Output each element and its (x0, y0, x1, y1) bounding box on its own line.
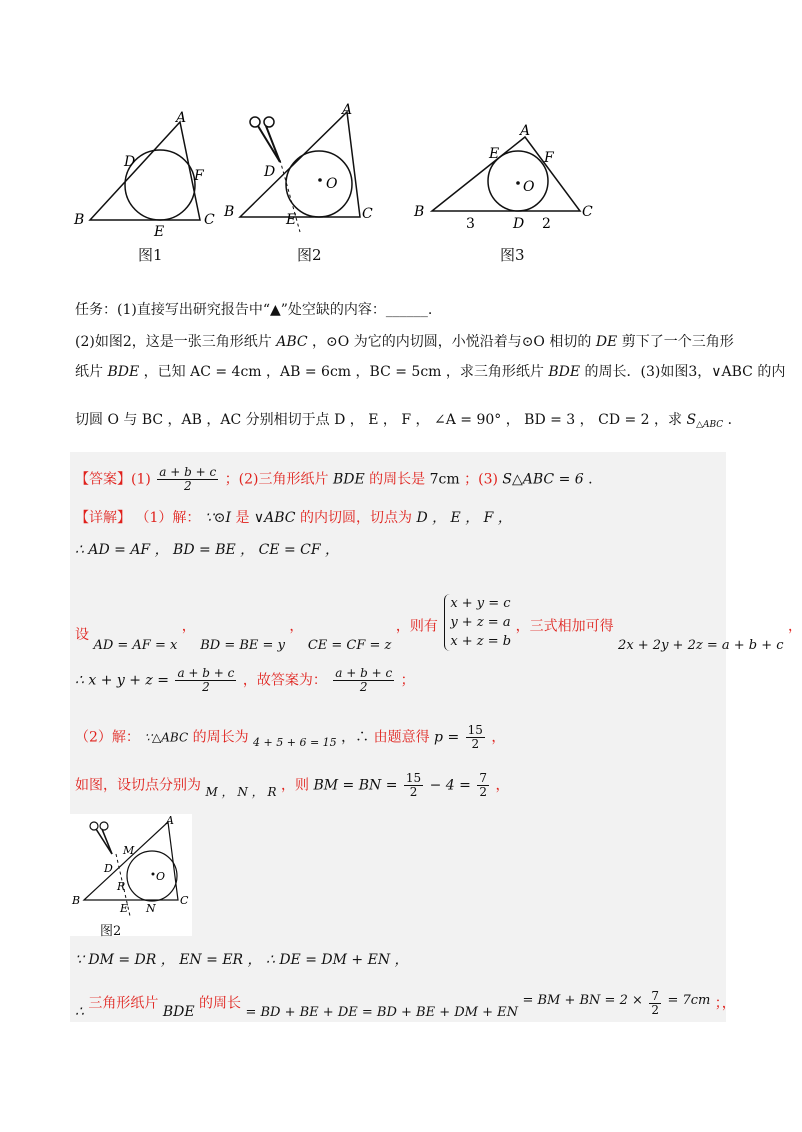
detail-5g: p = (434, 729, 460, 746)
detail-8c: BDE (162, 1003, 195, 1020)
detail-line-3 (75, 598, 802, 655)
detail-tag: 【详解】 (75, 510, 131, 526)
answer-part-2: ；(2)三角形纸片 (224, 471, 329, 488)
fig3-label-C: C (582, 204, 593, 220)
task-line-4-text: 切圆 O 与 BC ，AB ，AC 分别相切于点 D ， E ， F ， ∠A = 90° ， BD = 3 ， CD = 2 ，求 (75, 412, 683, 428)
detail-8f: = BM + BN = 2 × (522, 992, 643, 1008)
detail-1c: 是 (235, 510, 250, 526)
task-line-3e: 的周长．(3)如图3，∨ABC 的内 (584, 364, 786, 380)
detail-6f: ， (495, 777, 510, 794)
detail-3i: 2x + 2y + 2z = a + b + c (618, 637, 784, 653)
detail-3d: BD = BE = y (200, 637, 285, 653)
detail-5h: ， (491, 729, 506, 746)
detail-5b: ∵△ABC (144, 730, 189, 745)
fig4-caption: 图2 (100, 924, 122, 939)
detail-5-frac: $\frac{15}{2}$ (467, 723, 483, 751)
detail-6d: BM = BN = (313, 777, 398, 794)
detail-3f: CE = CF = z (307, 637, 392, 653)
detail-4-frac: $\frac{a + b + c}{2}$ (177, 666, 235, 694)
task-line-2e: 剪下了一个三角形 (621, 334, 734, 350)
task-line-2 (75, 332, 734, 352)
task-line-3c: ，已知 AC = 4cm ，AB = 6cm ，BC = 5cm ，求三角形纸片 (143, 364, 544, 380)
fig4-label-A: A (166, 814, 174, 827)
fig3-label-O: O (523, 179, 535, 195)
detail-8a: ∴ (75, 1003, 84, 1020)
fig2-label-A: A (342, 102, 353, 118)
detail-5e: ，∴ (341, 729, 370, 746)
answer-area: S△ABC = 6 (502, 471, 584, 488)
task-bde-2: BDE (548, 364, 581, 380)
task-line-4 (75, 410, 742, 435)
scissors-icon (90, 822, 112, 854)
detail-8b: 三角形纸片 (88, 995, 159, 1012)
detail-line-7: ∵ DM = DR ， EN = ER ， ∴ DE = DM + EN ， (75, 952, 409, 968)
figure-2 (222, 100, 382, 240)
task-abc: ABC (276, 334, 308, 350)
detail-line-1 (75, 508, 512, 528)
detail-3a: 设 (75, 626, 89, 643)
detail-6e: − 4 = (429, 777, 471, 794)
scissors-icon (250, 117, 280, 162)
answer-bde: BDE (332, 471, 365, 488)
detail-3e: ， (289, 618, 304, 635)
detail-5d: 4 + 5 + 6 = 15 (253, 735, 337, 749)
fig1-label-E: E (154, 224, 165, 240)
answer-perimeter-value: 7cm (429, 471, 460, 488)
detail-3g: ，则有 (395, 618, 438, 635)
task-area-symbol: $S_{\triangle ABC}$ (686, 412, 724, 430)
detail-5a: （2）解： (75, 729, 140, 746)
fig1-label-A: A (176, 110, 187, 126)
fig2-caption: 图2 (297, 246, 322, 264)
task-line-3 (75, 362, 785, 382)
detail-8e: = BD + BE + DE = BD + BE + DM + EN (245, 1004, 518, 1020)
equation-3: x + z = b (450, 634, 512, 649)
detail-6-frac-2: $\frac{7}{2}$ (479, 771, 487, 799)
fig2-label-C: C (362, 206, 373, 222)
detail-4b: ，故答案为： (242, 672, 327, 689)
detail-line-5 (75, 724, 505, 751)
fig3-label-B: B (414, 204, 425, 220)
fig4-label-D: D (104, 862, 113, 875)
fig4-label-B: B (72, 894, 81, 907)
task-de: DE (595, 334, 618, 350)
answer-end: . (588, 471, 593, 488)
detail-line-8 (75, 989, 736, 1020)
task-line-2c: ，⊙O 为它的内切圆，小悦沿着与⊙O 相切的 (312, 334, 592, 350)
fig3-label-2: 2 (542, 216, 551, 232)
fig3-label-A: A (520, 123, 531, 139)
detail-3c: ， (181, 618, 196, 635)
answer-perimeter-text: 的周长是 (369, 471, 426, 488)
detail-3b: AD = AF = x (93, 637, 178, 653)
fig3-label-3: 3 (466, 216, 475, 232)
task-line-4-end: ． (727, 412, 742, 428)
task-bde-1: BDE (107, 364, 140, 380)
fig2-label-O: O (326, 176, 338, 192)
detail-8-frac: $\frac{7}{2}$ (651, 989, 659, 1017)
fig4-label-N: N (146, 902, 156, 915)
answer-line: 【答案】(1) $\frac{a + b + c}{2}$ ；(2)三角形纸片 BDE 的周长是 7cm ；(3) S△ABC = 6 . (75, 465, 593, 493)
detail-6c: ，则 (281, 777, 309, 794)
detail-3h: ，三式相加可得 (515, 618, 614, 635)
fig4-label-O: O (156, 870, 166, 883)
fig3-caption: 图3 (500, 246, 525, 264)
answer-part-3: ；(3) (464, 471, 498, 488)
detail-1f: D ， E ， F ， (416, 510, 512, 526)
fig2-label-D: D (264, 164, 276, 180)
fig4-label-C: C (180, 894, 189, 907)
fig3-label-F: F (544, 150, 554, 166)
fig1-label-B: B (74, 212, 85, 228)
equation-2: y + z = a (450, 615, 511, 630)
detail-6a: 如图，设切点分别为 (75, 777, 201, 794)
fig2-label-E: E (286, 212, 297, 228)
detail-line-4 (75, 667, 415, 694)
detail-1d: ∨ABC (253, 510, 296, 526)
equation-1: x + y = c (450, 596, 511, 611)
detail-8d: 的周长 (199, 995, 242, 1012)
detail-line-2: ∴ AD = AF ， BD = BE ， CE = CF ， (75, 542, 340, 558)
answer-tag: 【答案】 (75, 471, 131, 488)
detail-4c: ； (400, 672, 415, 689)
fig1-label-F: F (194, 168, 204, 184)
fig3-label-E: E (489, 146, 500, 162)
task-line-2a: (2)如图2，这是一张三角形纸片 (75, 334, 272, 350)
task-line-3a: 纸片 (75, 364, 103, 380)
figure-3 (410, 115, 605, 240)
detail-6b: M ， N ， R (205, 784, 277, 799)
detail-5f: 由题意得 (373, 729, 430, 746)
fig1-label-C: C (204, 212, 215, 228)
answer-frac-1: $\frac{a + b + c}{2}$ (159, 465, 217, 493)
detail-5c: 的周长为 (192, 729, 249, 746)
fig2-label-B: B (224, 204, 235, 220)
detail-8g: = 7cm (667, 992, 711, 1008)
detail-1b: ∵⊙I (204, 510, 231, 526)
fig4-label-R: R (117, 880, 126, 893)
detail-4-frac-2: $\frac{a + b + c}{2}$ (335, 666, 393, 694)
task-line-1: 任务：(1)直接写出研究报告中“▲”处空缺的内容：______. (75, 302, 433, 318)
figure-1 (70, 100, 230, 240)
figure-4 (70, 814, 192, 922)
detail-1e: 的内切圆，切点为 (299, 510, 412, 526)
detail-6-frac-1: $\frac{15}{2}$ (405, 771, 422, 799)
fig1-caption: 图1 (138, 246, 163, 264)
equation-system (444, 594, 511, 651)
detail-3j: ， (787, 618, 802, 635)
detail-4a: ∴ x + y + z = (75, 672, 169, 689)
fig4-label-E: E (120, 902, 129, 915)
detail-1a: （1）解： (135, 510, 201, 526)
fig3-label-D: D (513, 216, 525, 232)
fig4-label-M: M (123, 844, 135, 857)
fig1-label-D: D (124, 154, 136, 170)
detail-line-6 (75, 772, 509, 799)
detail-8h: ；， (714, 995, 736, 1012)
